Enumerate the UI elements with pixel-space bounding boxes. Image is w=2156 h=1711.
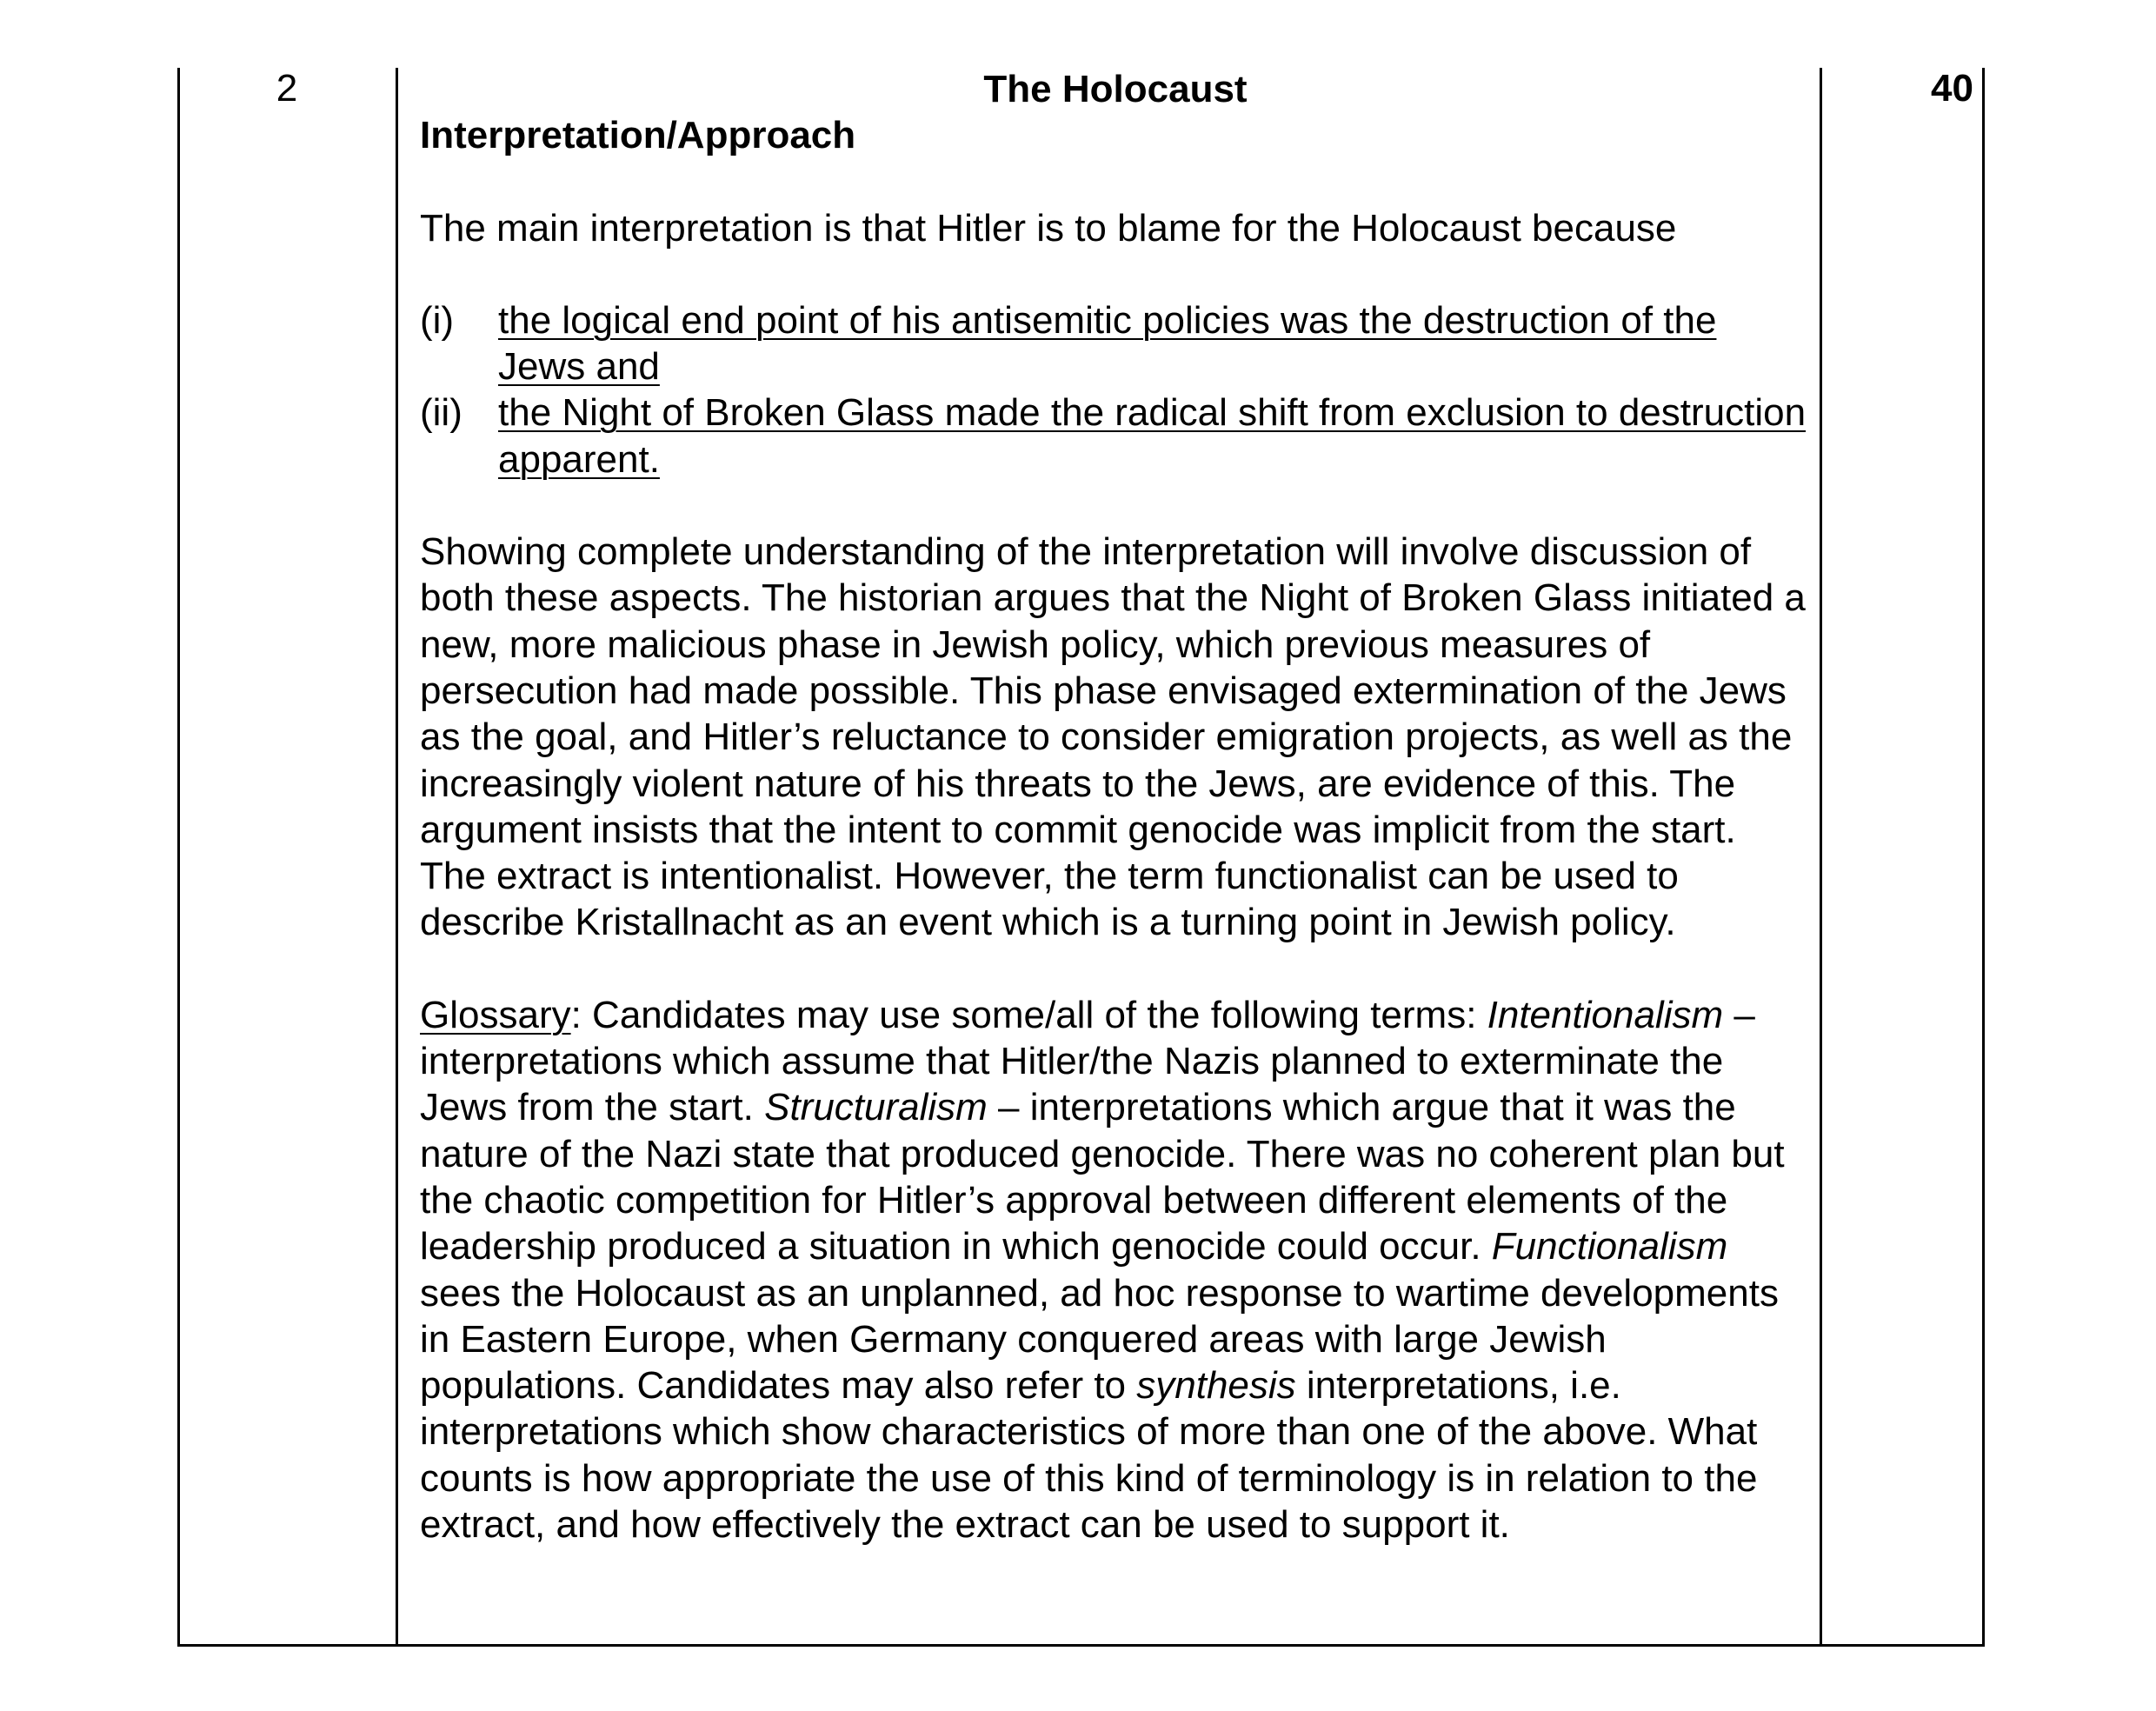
table-border-col2 [1820,68,1822,1647]
glossary-term: Intentionalism [1487,993,1724,1036]
intro-paragraph: The main interpretation is that Hitler is to blame for the Holocaust because [420,206,1677,250]
glossary-paragraph [420,992,1811,1548]
table-border-left [177,68,180,1647]
section-heading: Interpretation/Approach [420,114,856,157]
point-number: (i) [420,298,455,342]
table-border-right [1982,68,1985,1647]
glossary-term: Structuralism [764,1086,988,1129]
point-text: the logical end point of his antisemitic policies was the destruction of the Jews and [498,298,1717,389]
glossary-definition: sees the Holocaust as an unplanned, ad hoc response to wartime developments in Eastern Europe, when Germany conquered areas with large Jewish populations. Candidates may also refer to [420,1271,1779,1408]
explanation-paragraph: Showing complete understanding of the interpretation will involve discussion of both these aspects. The historian argues that the Night of Broken Glass initiated a new, more malicious phase in Jewish policy, which previous measures of persecution had made possible. This phase envisaged extermination of the Jews as the goal, and Hitler’s reluctance to consider emigration projects, as well as the increasingly violent nature of his threats to the Jews, are evidence of this. The argument insists that the intent to commit genocide was implicit from the start. The extract is intentionalist. However, the term functionalist can be used to describe Kristallnacht as an event which is a turning point in Jewish policy. [420,530,1806,944]
glossary-definition: – interpretations which argue that it was the nature of the Nazi state that produced genocide. There was no coherent plan but the chaotic competition for Hitler’s approval between different elements of the leadership produced a situation in which genocide could occur. [420,1086,1785,1268]
point-text: the Night of Broken Glass made the radical shift from exclusion to destruction apparent. [498,391,1807,481]
table-border-bottom [177,1644,1985,1647]
glossary-term: Functionalism [1491,1225,1728,1268]
marks-value: 40 [1931,67,1973,110]
glossary-definition: – interpretations which assume that Hitler/the Nazis planned to exterminate the Jews from the start. [420,993,1755,1129]
list-item [420,297,1811,390]
interpretation-points [420,297,1811,483]
list-item [420,389,1811,483]
glossary-term: synthesis [1136,1364,1296,1408]
mark-scheme-content [420,66,1811,1548]
glossary-definition: interpretations, i.e. interpretations which show characteristics of more than one of the above. What counts is how appropriate the use of this kind of terminology is in relation to the extract, and how effectively the extract can be used to support it. [420,1364,1758,1547]
question-number: 2 [276,67,298,110]
question-title: The Holocaust [983,68,1248,110]
table-border-col1 [396,68,398,1647]
glossary-lead: : Candidates may use some/all of the following terms: [570,993,1487,1036]
point-number: (ii) [420,391,462,435]
glossary-label: Glossary [420,993,571,1036]
